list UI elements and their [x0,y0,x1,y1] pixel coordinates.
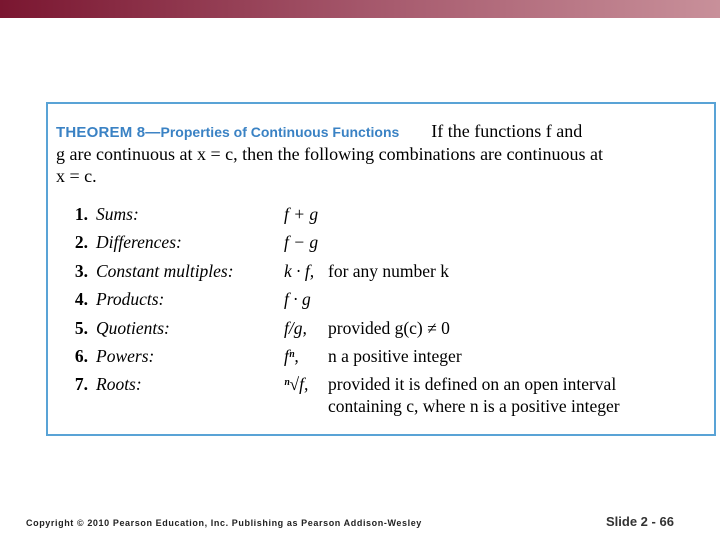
property-condition: n a positive integer [328,346,462,366]
theorem-line3: x = c. [56,166,97,186]
property-expression: f + g [284,204,319,224]
property-expression: f − g [284,232,319,252]
property-number: 1. [74,204,88,224]
property-expression: k · f, [284,261,315,281]
property-condition: provided g(c) ≠ 0 [328,318,450,338]
property-number: 4. [74,289,88,309]
property-name: Differences: [96,232,182,252]
property-name: Powers: [96,346,155,366]
property-expression: f/g, [284,318,307,338]
property-name: Products: [96,289,165,309]
property-condition: provided it is defined on an open interval [328,374,617,394]
copyright-notice: Copyright © 2010 Pearson Education, Inc. Publishing as Pearson Addison-Wesley [26,518,422,528]
property-condition-continued: containing c, where n is a positive integer [328,396,620,416]
slide-number: Slide 2 - 66 [606,514,674,529]
theorem-line2: g are continuous at x = c, then the following combinations are continuous at [56,144,604,164]
property-expression: f · g [284,289,311,309]
theorem-title: THEOREM 8— [56,124,161,141]
property-name: Quotients: [96,318,170,338]
top-banner [0,0,720,18]
theorem-box [46,102,716,436]
property-number: 3. [74,261,88,281]
theorem-heading-line [56,121,582,142]
theorem-subtitle: Properties of Continuous Functions [160,124,400,140]
property-number: 7. [74,374,88,394]
property-name: Constant multiples: [96,261,234,281]
property-name: Roots: [96,374,142,394]
property-name: Sums: [96,204,139,224]
theorem-line1-tail: If the functions f and [431,121,583,141]
property-expression: ⁿ√f, [284,374,309,394]
property-condition: for any number k [328,261,450,281]
property-number: 2. [74,232,88,252]
property-number: 5. [74,318,88,338]
property-number: 6. [74,346,88,366]
property-expression: fⁿ, [284,346,299,366]
